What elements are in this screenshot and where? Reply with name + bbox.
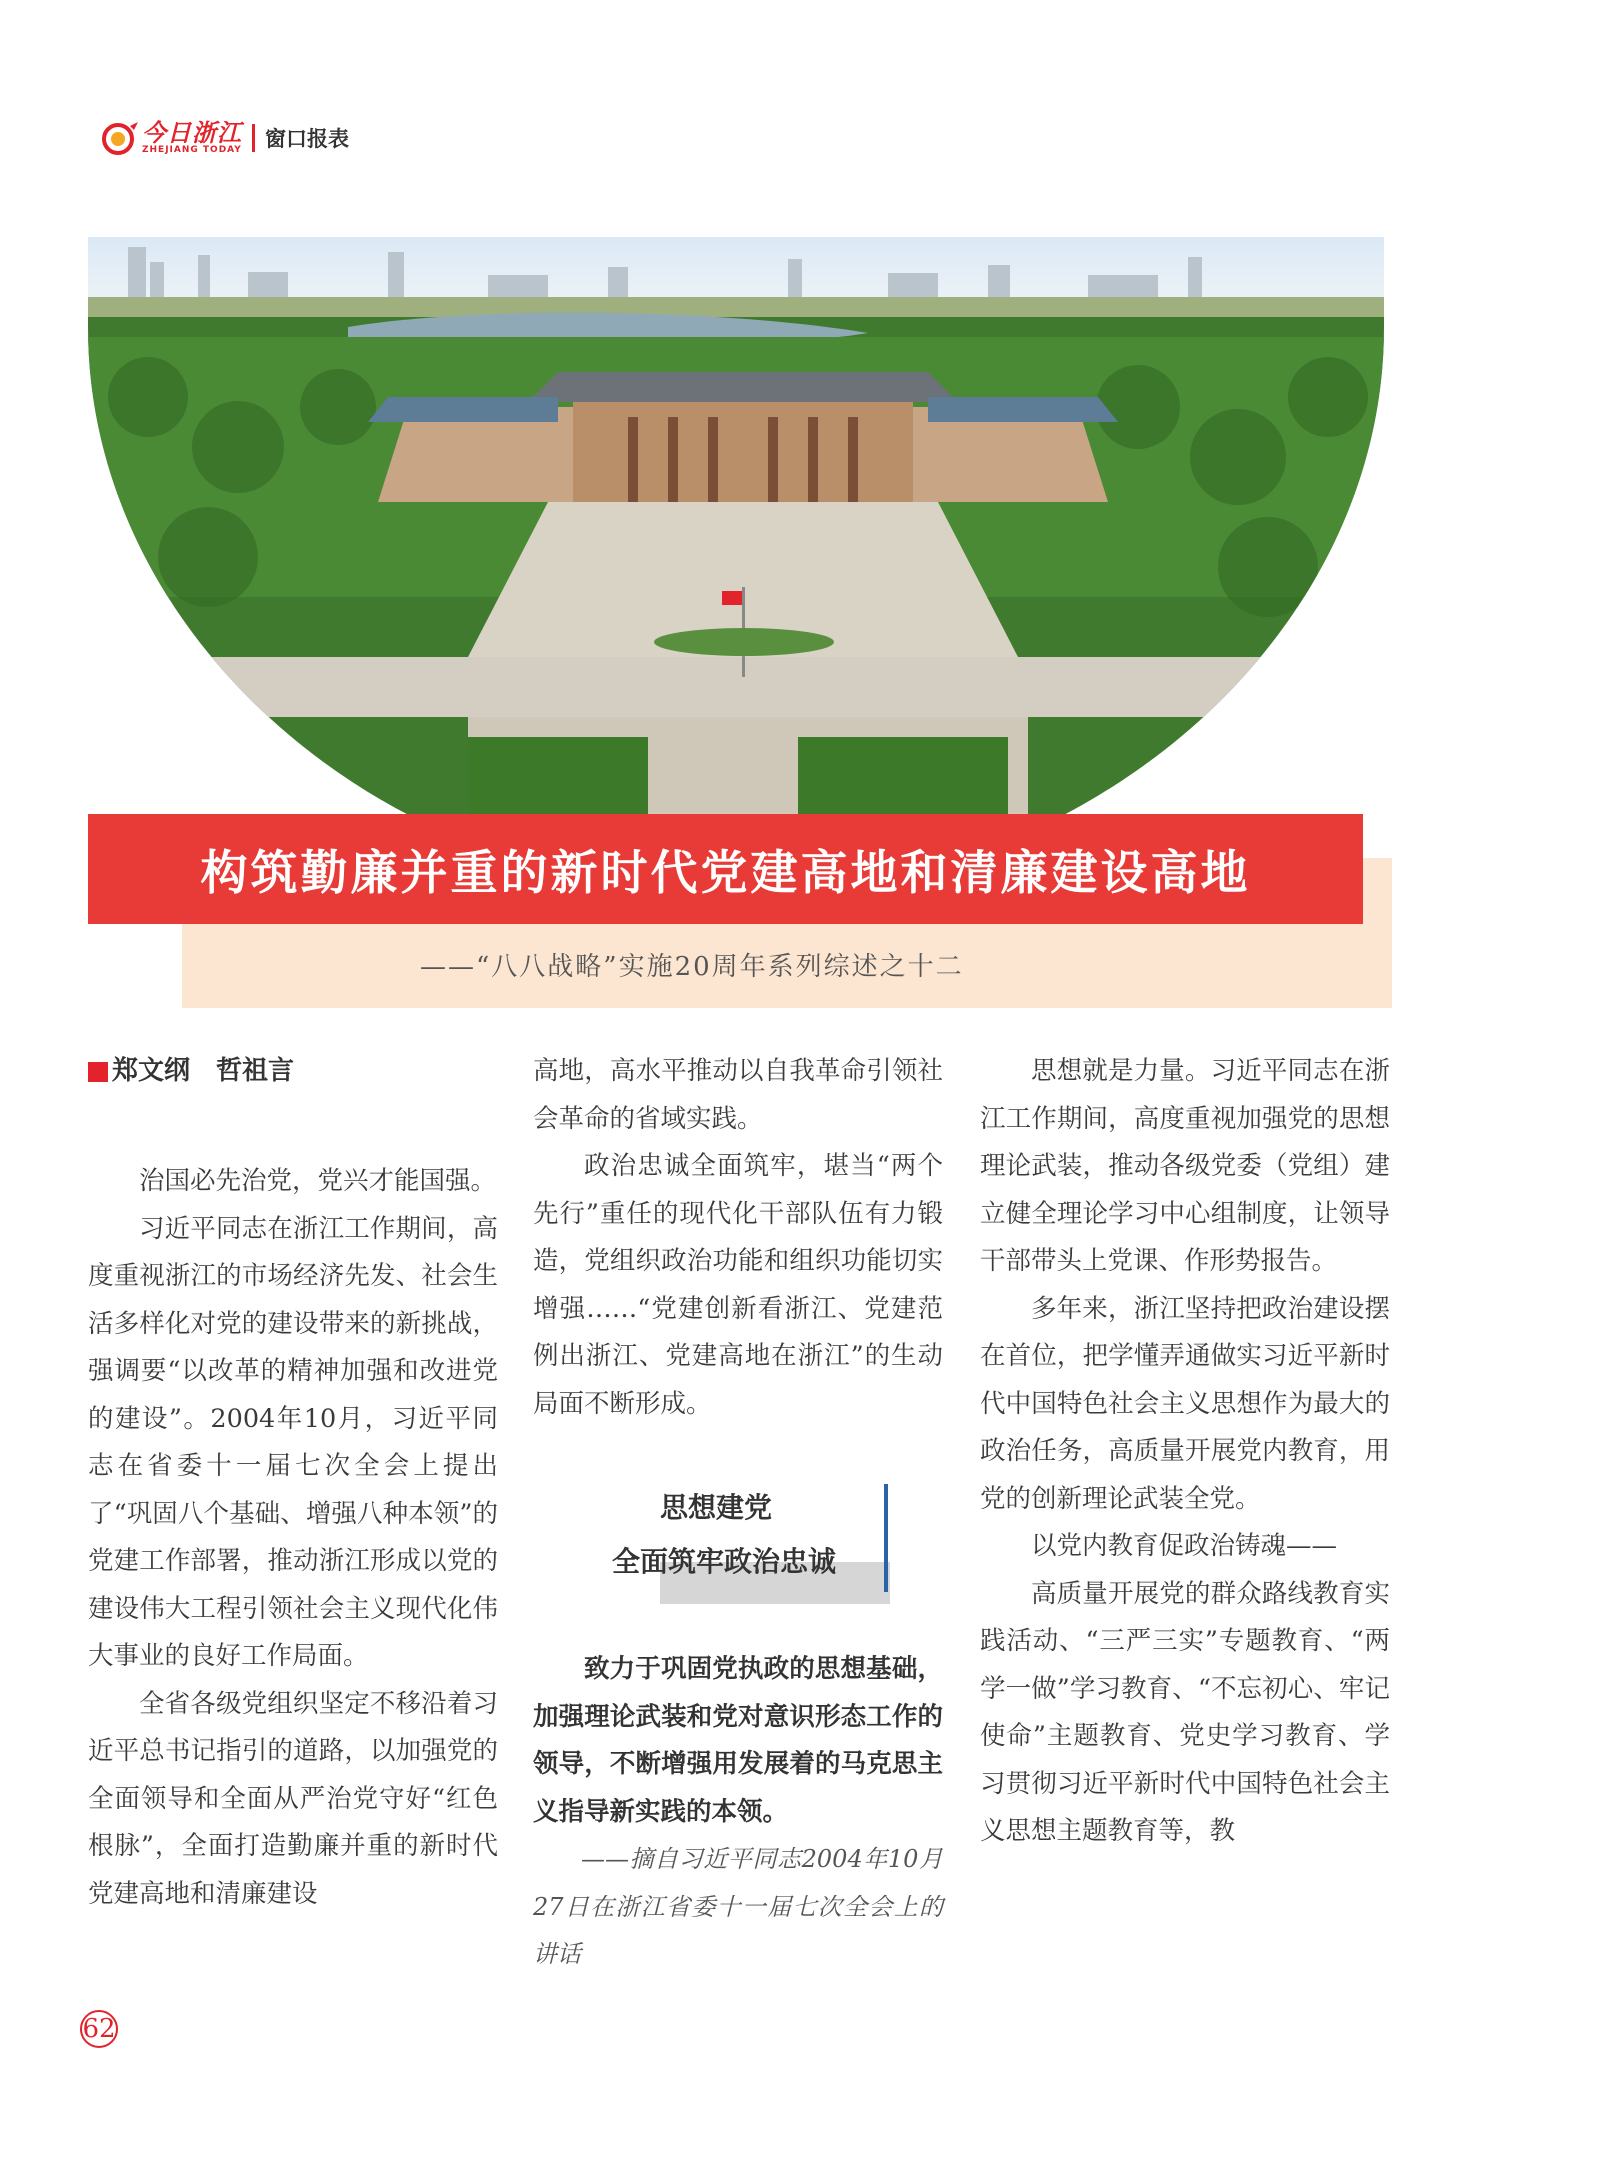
- logo-wordmark: [142, 118, 242, 155]
- paragraph-continuation: 高地，高水平推动以自我革命引领社会革命的省域实践。: [533, 1056, 943, 1134]
- column-1: [88, 1048, 498, 1918]
- header-divider: [252, 124, 255, 152]
- logo-en: ZHEJIANG TODAY: [142, 145, 242, 155]
- pull-quote: 致力于巩固党执政的思想基础，加强理论武装和党对意识形态工作的领导，不断增强用发展着的马克思主义指导新实践的本领。: [533, 1654, 943, 1827]
- paragraph: 多年来，浙江坚持把政治建设摆在首位，把学懂弄通做实习近平新时代中国特色社会主义思想作为最大的政治任务，高质量开展党内教育，用党的创新理论武装全党。: [980, 1293, 1390, 1514]
- author-line: [88, 1048, 498, 1096]
- title-banner: [88, 814, 1363, 924]
- logo-cn: 今日浙江: [142, 118, 242, 147]
- subheading-line-2: 全面筑牢政治忠诚: [612, 1545, 837, 1578]
- hero-photo: [88, 237, 1384, 895]
- column-2: [533, 1048, 943, 1979]
- paragraph: 治国必先治党，党兴才能国强。: [139, 1166, 497, 1196]
- page-number: 62: [80, 2010, 118, 2048]
- subheading-rule: [884, 1484, 888, 1592]
- paragraph: 全省各级党组织坚定不移沿着习近平总书记指引的道路，以加强党的全面领导和全面从严治党守好“红色根脉”，全面打造勤廉并重的新时代党建高地和清廉建设: [88, 1688, 498, 1909]
- paragraph: 高质量开展党的群众路线教育实践活动、“三严三实”专题教育、“两学一做”学习教育、“不忘初心、牢记使命”主题教育、党史学习教育、学习贯彻习近平新时代中国特色社会主义思想主题教育等，教: [980, 1578, 1390, 1846]
- paragraph: 习近平同志在浙江工作期间，高度重视浙江的市场经济先发、社会生活多样化对党的建设带来的新挑战，强调要“以改革的精神加强和改进党的建设”。2004年10月，习近平同志在省委十一届七次全会上提出了“巩固八个基础、增强八种本领”的党建工作部署，推动浙江形成以党的建设伟大工程引领社会主义现代化伟大事业的良好工作局面。: [88, 1213, 498, 1671]
- paragraph: 思想就是力量。习近平同志在浙江工作期间，高度重视加强党的思想理论武装，推动各级党委（党组）建立健全理论学习中心组制度，让领导干部带头上党课、作形势报告。: [980, 1056, 1390, 1276]
- subheading-box: [598, 1484, 888, 1594]
- section-name: 窗口报表: [265, 127, 349, 151]
- paragraph: 政治忠诚全面筑牢，堪当“两个先行”重任的现代化干部队伍有力锻造，党组织政治功能和组织功能切实增强……“党建创新看浙江、党建范例出浙江、党建高地在浙江”的生动局面不断形成。: [533, 1151, 943, 1419]
- magazine-header: [100, 118, 349, 158]
- column-3: [980, 1048, 1390, 1856]
- article-title: 构筑勤廉并重的新时代党建高地和清廉建设高地: [200, 845, 1251, 901]
- subheading-line-1: 思想建党: [660, 1491, 773, 1524]
- quote-source: ——摘自习近平同志2004年10月27日在浙江省委十一届七次全会上的讲话: [533, 1845, 943, 1968]
- article-subtitle: ——“八八战略”实施20周年系列综述之十二: [420, 952, 964, 982]
- paragraph: 以党内教育促政治铸魂——: [1031, 1531, 1338, 1561]
- sun-logo-icon: [100, 120, 140, 156]
- author-marker-icon: [88, 1062, 108, 1082]
- author-names: 郑文纲 哲祖言: [112, 1056, 295, 1087]
